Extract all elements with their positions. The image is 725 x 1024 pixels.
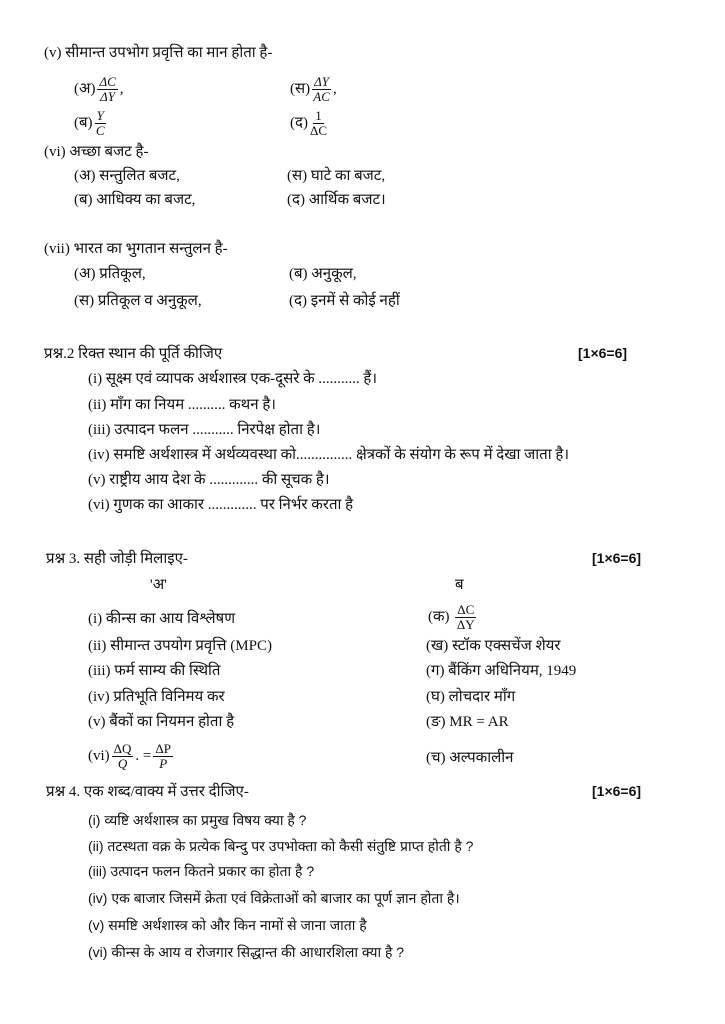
numerator: Y <box>96 108 104 124</box>
q3-right-item: (ग) बैंकिंग अधिनियम, 1949 <box>426 663 577 679</box>
option-label: (द) <box>290 115 308 131</box>
q4-item: (iii) उत्पादन फलन कितने प्रकार का होता है ? <box>88 863 315 879</box>
option-label: (ब) <box>74 115 93 131</box>
q3-title: प्रश्न 3. सही जोड़ी मिलाइए- <box>46 551 188 567</box>
q3-right-item: (घ) लोचदार माँग <box>426 689 516 705</box>
q4-item: (vi) कीन्स के आय व रोजगार सिद्धान्त की आधारशिला क्या है ? <box>88 944 405 960</box>
q3-marks: [1×6=6] <box>592 550 642 566</box>
option-label: (अ) <box>74 81 96 97</box>
q1-vi-question: (vi) अच्छा बजट है- <box>44 144 149 160</box>
q1-v-option-d <box>290 108 329 138</box>
numerator: ΔQ <box>113 741 132 757</box>
numerator: ΔY <box>314 74 330 90</box>
q3-left-item: (v) बैंकों का नियमन होता है <box>88 714 235 730</box>
q4-title: प्रश्न 4. एक शब्द/वाक्य में उत्तर दीजिए- <box>46 784 249 800</box>
q1-vii-option: (ब) अनुकूल, <box>289 266 357 282</box>
q2-item: (i) सूक्ष्म एवं व्यापक अर्थशास्त्र एक-दूसरे के ........... हैं। <box>88 371 378 387</box>
q3-left-item-vi <box>88 740 175 772</box>
q2-item: (iii) उत्पादन फलन ........... निरपेक्ष होता है। <box>88 422 321 438</box>
q3-left-item: (iv) प्रतिभूति विनिमय कर <box>88 689 225 705</box>
q1-vi-option: (स) घाटे का बजट, <box>287 168 386 184</box>
equals: . = <box>135 748 152 764</box>
q2-item: (ii) माँग का नियम .......... कथन है। <box>88 397 276 413</box>
item-label: (क) <box>428 609 450 625</box>
denominator: ΔY <box>100 89 116 105</box>
q1-vii-option: (द) इनमें से कोई नहीं <box>289 293 400 309</box>
denominator: ΔY <box>456 617 475 633</box>
suffix: , <box>333 81 337 97</box>
q4-marks: [1×6=6] <box>592 783 642 799</box>
q3-left-item: (iii) फर्म साम्य की स्थिति <box>88 663 221 679</box>
q4-item: (iv) एक बाजार जिसमें क्रेता एवं विक्रेताओं को बाजार का पूर्ण ज्ञान होता है। <box>88 890 460 906</box>
fraction <box>97 75 117 104</box>
numerator: 1 <box>315 108 322 124</box>
q1-vii-option: (स) प्रतिकूल व अनुकूल, <box>74 293 202 309</box>
q3-right-item: (ख) स्टॉक एक्सचेंज शेयर <box>426 638 561 654</box>
q3-right-item: (ङ) MR = AR <box>426 714 509 730</box>
denominator: AC <box>313 89 330 105</box>
q1-vii-question: (vii) भारत का भुगतान सन्तुलन है- <box>44 241 228 257</box>
q2-item: (vi) गुणक का आकार ............. पर निर्भर करता है <box>88 497 354 513</box>
q1-vi-option: (द) आर्थिक बजट। <box>287 192 386 208</box>
q3-right-item-k <box>428 600 478 634</box>
q1-v-option-b <box>74 108 108 138</box>
q1-v-option-s <box>290 74 337 104</box>
denominator: P <box>159 756 168 772</box>
q1-vi-option: (ब) आधिक्य का बजट, <box>74 192 196 208</box>
q2-title: प्रश्न.2 रिक्त स्थान की पूर्ति कीजिए <box>44 346 223 362</box>
option-label: (स) <box>290 81 311 97</box>
q4-item: (i) व्यष्टि अर्थशास्त्र का प्रमुख विषय क्या है ? <box>88 812 307 828</box>
q2-item: (v) राष्ट्रीय आय देश के ............. की सूचक है। <box>88 472 330 488</box>
numerator: ΔC <box>457 602 475 618</box>
fraction <box>455 603 476 632</box>
q3-column-b-header: ब <box>455 577 464 593</box>
fraction <box>312 75 331 104</box>
fraction <box>112 742 134 771</box>
item-label: (vi) <box>88 748 110 764</box>
q2-marks: [1×6=6] <box>578 345 628 361</box>
q3-column-a-header: 'अ' <box>150 577 167 593</box>
q3-right-item: (च) अल्पकालीन <box>426 750 514 766</box>
q4-item: (v) समष्टि अर्थशास्त्र को और किन नामों से जाना जाता है <box>88 917 367 933</box>
denominator: Q <box>117 756 128 772</box>
q2-item: (iv) समष्टि अर्थशास्त्र में अर्थव्यवस्था को............... क्षेत्रकों के संयोग के रूप में देखा जाता है। <box>88 447 570 463</box>
q1-v-option-a <box>74 74 124 104</box>
fraction <box>95 109 106 138</box>
numerator: ΔC <box>99 74 116 90</box>
suffix: , <box>119 81 124 97</box>
denominator: ΔC <box>309 123 327 139</box>
q4-item: (ii) तटस्थता वक्र के प्रत्येक बिन्दु पर उपभोक्ता को कैसी संतुष्टि प्राप्त होती है ? <box>88 838 474 854</box>
q1-vii-option: (अ) प्रतिकूल, <box>74 266 146 282</box>
q1-v-question: (v) सीमान्त उपभोग प्रवृत्ति का मान होता है- <box>44 45 273 61</box>
q1-vi-option: (अ) सन्तुलित बजट, <box>74 168 180 184</box>
q3-left-item: (ii) सीमान्त उपयोग प्रवृत्ति (MPC) <box>88 638 272 654</box>
denominator: C <box>95 123 105 139</box>
q3-left-item: (i) कीन्स का आय विश्लेषण <box>88 611 236 627</box>
fraction <box>153 742 173 771</box>
numerator: ΔP <box>155 741 171 757</box>
fraction <box>310 109 327 138</box>
